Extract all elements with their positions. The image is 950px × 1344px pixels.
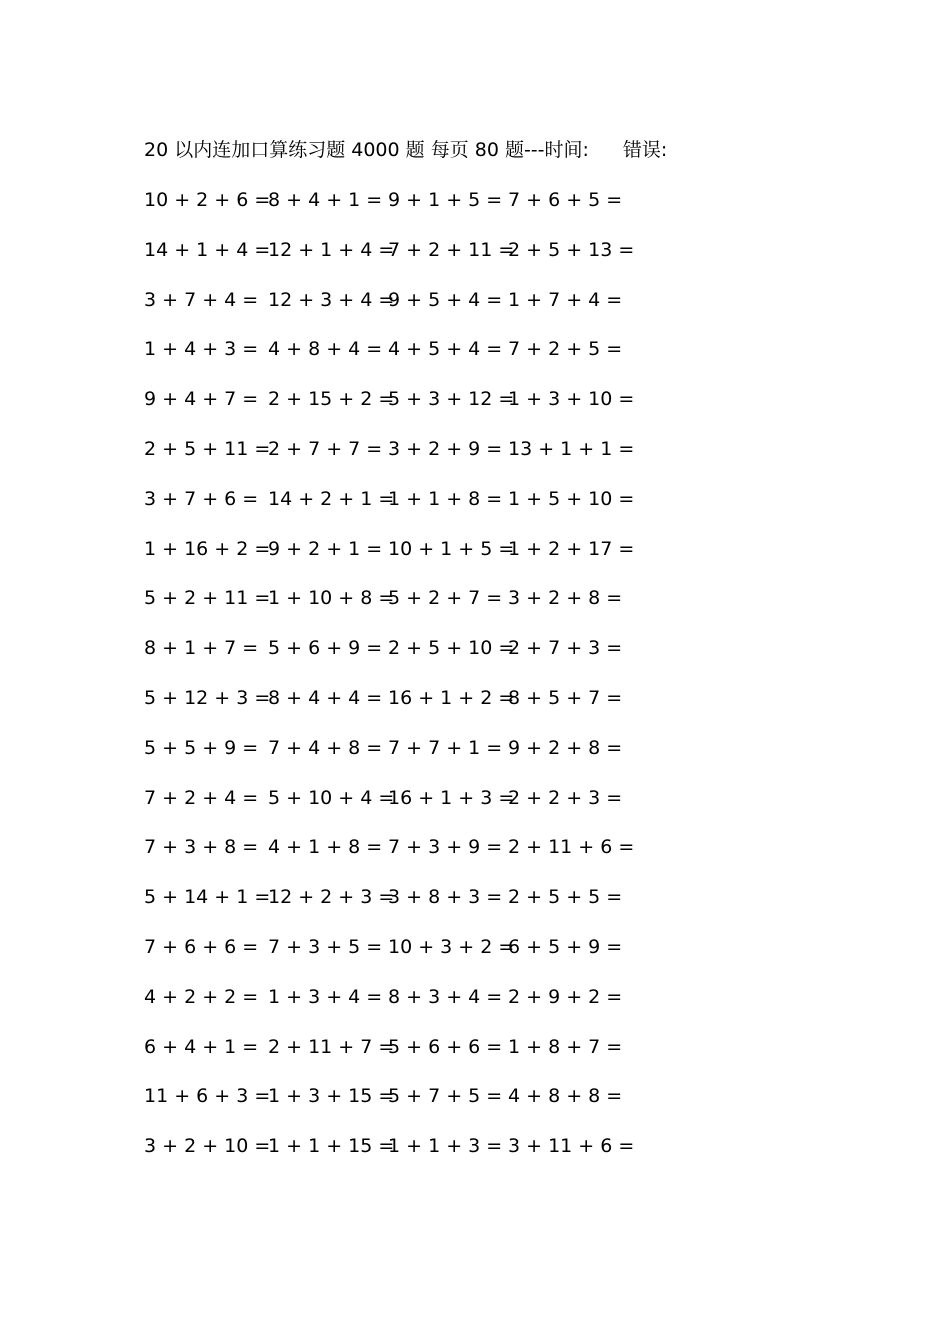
problem-row [0,635,950,661]
worksheet-header [144,137,667,163]
problem-row [0,237,950,263]
problem-item: 14 + 1 + 4 = [144,238,271,261]
problem-item: 7 + 3 + 9 = [388,836,503,859]
problem-item: 4 + 8 + 8 = [508,1085,623,1108]
problem-row [0,585,950,611]
problem-row [0,536,950,562]
problem-item: 2 + 5 + 13 = [508,238,635,261]
problem-item: 2 + 7 + 7 = [268,438,383,460]
problem-item: 8 + 1 + 7 = [144,637,259,660]
problem-item: 3 + 2 + 10 = [144,1135,271,1158]
problem-item: 2 + 7 + 3 = [508,637,623,660]
problem-item: 5 + 14 + 1 = [144,886,271,909]
problem-item: 5 + 2 + 7 = [388,587,503,610]
problem-item: 7 + 3 + 8 = [144,836,259,859]
problem-item: 1 + 1 + 8 = [388,487,503,510]
problem-item: 2 + 5 + 10 = [388,637,515,660]
problem-item: 2 + 2 + 3 = [508,786,623,809]
problem-item: 1 + 3 + 4 = [268,985,383,1008]
problem-item: 3 + 8 + 3 = [388,886,503,909]
problem-item: 7 + 3 + 5 = [268,936,383,958]
problem-item: 7 + 7 + 1 = [388,736,503,759]
problem-item: 1 + 3 + 10 = [508,388,635,411]
problem-item: 11 + 6 + 3 = [144,1085,271,1108]
problem-item: 5 + 12 + 3 = [144,687,271,709]
problem-item: 3 + 2 + 8 = [508,587,623,610]
problem-item: 2 + 5 + 5 = [508,886,623,909]
problem-item: 1 + 5 + 10 = [508,487,635,510]
problem-item: 5 + 5 + 9 = [144,736,259,759]
problem-row [0,436,950,462]
problem-item: 8 + 4 + 4 = [268,687,383,709]
problem-item: 7 + 6 + 5 = [508,189,623,211]
problem-row [0,287,950,313]
problem-row [0,187,950,213]
worksheet-title: 20 以内连加口算练习题 4000 题 每页 80 题---时间: [144,139,589,161]
problem-item: 3 + 11 + 6 = [508,1135,635,1158]
problem-item: 5 + 3 + 12 = [388,388,515,411]
problem-item: 2 + 11 + 7 = [268,1035,395,1058]
problem-item: 1 + 10 + 8 = [268,587,395,610]
problem-item: 14 + 2 + 1 = [268,487,395,510]
problem-item: 1 + 16 + 2 = [144,537,271,560]
problem-item: 7 + 2 + 5 = [508,338,623,361]
problem-item: 1 + 8 + 7 = [508,1035,623,1058]
problem-item: 5 + 6 + 6 = [388,1035,503,1058]
problem-item: 12 + 1 + 4 = [268,238,395,261]
problem-item: 9 + 1 + 5 = [388,189,503,211]
problem-item: 5 + 10 + 4 = [268,786,395,809]
problem-item: 16 + 1 + 2 = [388,687,515,709]
problem-item: 7 + 2 + 11 = [388,238,515,261]
problem-item: 4 + 5 + 4 = [388,338,503,361]
problem-row [0,735,950,761]
problem-item: 3 + 7 + 6 = [144,487,259,510]
problem-item: 5 + 7 + 5 = [388,1085,503,1108]
problem-item: 16 + 1 + 3 = [388,786,515,809]
problem-item: 7 + 6 + 6 = [144,936,259,958]
problem-item: 1 + 1 + 3 = [388,1135,503,1158]
problem-item: 7 + 4 + 8 = [268,736,383,759]
problem-item: 2 + 5 + 11 = [144,438,271,460]
problem-row [0,1133,950,1159]
problem-item: 12 + 2 + 3 = [268,886,395,909]
problem-row [0,934,950,960]
problem-item: 6 + 4 + 1 = [144,1035,259,1058]
problem-item: 1 + 7 + 4 = [508,288,623,311]
problem-item: 8 + 3 + 4 = [388,985,503,1008]
problem-item: 8 + 4 + 1 = [268,189,383,211]
problem-item: 4 + 8 + 4 = [268,338,383,361]
problem-item: 1 + 2 + 17 = [508,537,635,560]
problem-row [0,1034,950,1060]
problem-item: 9 + 2 + 8 = [508,736,623,759]
problem-row [0,984,950,1010]
problem-row [0,386,950,412]
problem-item: 9 + 5 + 4 = [388,288,503,311]
problem-item: 3 + 7 + 4 = [144,288,259,311]
problem-row [0,785,950,811]
problem-item: 2 + 11 + 6 = [508,836,635,859]
problem-item: 10 + 2 + 6 = [144,189,271,211]
problem-item: 8 + 5 + 7 = [508,687,623,709]
problem-item: 5 + 2 + 11 = [144,587,271,610]
problem-row [0,834,950,860]
problem-item: 1 + 4 + 3 = [144,338,259,361]
problem-item: 10 + 1 + 5 = [388,537,515,560]
problem-row [0,336,950,362]
problem-item: 2 + 15 + 2 = [268,388,395,411]
problem-item: 1 + 3 + 15 = [268,1085,395,1108]
problem-item: 5 + 6 + 9 = [268,637,383,660]
problem-item: 4 + 2 + 2 = [144,985,259,1008]
problem-item: 7 + 2 + 4 = [144,786,259,809]
problem-item: 3 + 2 + 9 = [388,438,503,460]
problem-row [0,1083,950,1109]
problem-item: 2 + 9 + 2 = [508,985,623,1008]
problem-item: 4 + 1 + 8 = [268,836,383,859]
problem-row [0,486,950,512]
problem-item: 9 + 2 + 1 = [268,537,383,560]
problem-item: 9 + 4 + 7 = [144,388,259,411]
problem-item: 6 + 5 + 9 = [508,936,623,958]
problem-row [0,685,950,711]
errors-label: 错误: [622,139,668,161]
problem-item: 13 + 1 + 1 = [508,438,635,460]
problem-item: 12 + 3 + 4 = [268,288,395,311]
problem-row [0,884,950,910]
problem-item: 1 + 1 + 15 = [268,1135,395,1158]
problem-item: 10 + 3 + 2 = [388,936,515,958]
